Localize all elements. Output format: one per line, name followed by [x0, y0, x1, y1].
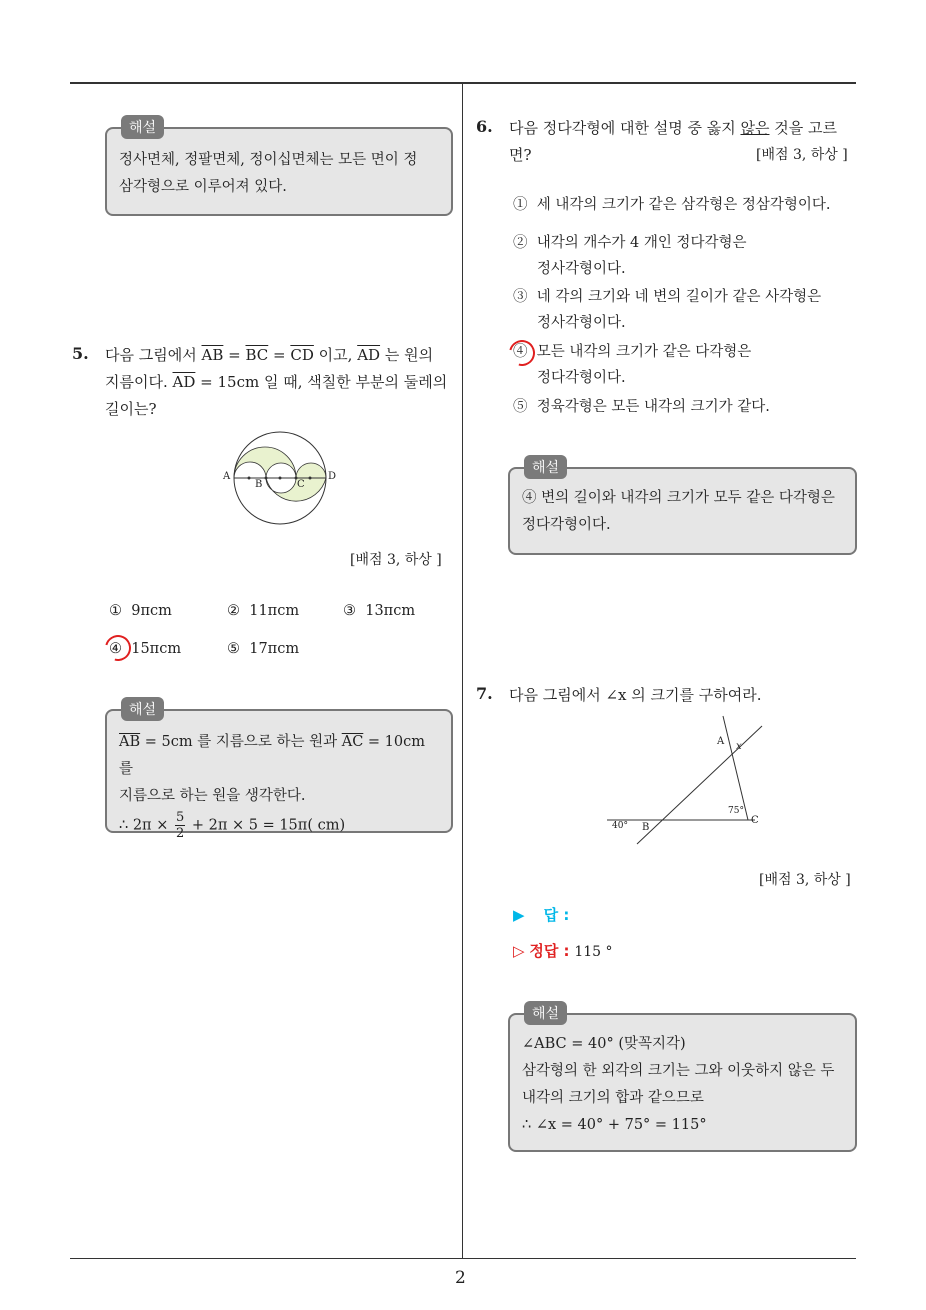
q5-label-a: A — [223, 471, 231, 482]
q7-label-40: 40° — [612, 821, 628, 831]
q6-choice-2[interactable]: ② 내각의 개수가 4 개인 정다각형은 정사각형이다. — [513, 235, 747, 277]
q7-transversal-line — [637, 726, 762, 844]
q7-label-a: A — [717, 736, 725, 747]
column-divider — [462, 83, 463, 1258]
q7-side-line — [723, 716, 748, 820]
q7-label-b: B — [642, 822, 650, 833]
correct-arrow-icon: ▷ — [513, 942, 525, 960]
q7-explanation-text: ∠ABC = 40° (맞꼭지각) 삼각형의 한 외각의 크기는 그와 이웃하지 않은 두 내각의 크기의 합과 같으므로 ∴ ∠x = 40° + 75° = 115° — [522, 1036, 835, 1133]
q6-explanation-text: ④ 변의 길이와 내각의 크기가 모두 같은 다각형은 정다각형이다. — [522, 490, 835, 533]
q7-label-x: x — [736, 741, 742, 752]
q5-choice-5[interactable]: ⑤ 17πcm — [227, 641, 300, 657]
q5-choice-4[interactable]: ④ 15πcm — [109, 641, 182, 657]
explanation-tag: 해설 — [524, 455, 567, 479]
q5-shade-lower — [266, 463, 326, 501]
q7-correct-row — [513, 940, 612, 961]
q7-answer-row — [513, 904, 569, 925]
q6-choice-4[interactable]: ④ 모든 내각의 크기가 같은 다각형은 정다각형이다. — [513, 344, 752, 386]
correct-label: 정답 : — [529, 942, 570, 960]
q5-explanation-box — [105, 702, 453, 841]
question-5-number: 5. — [72, 344, 89, 363]
q7-label-c: C — [751, 815, 759, 826]
question-7-number: 7. — [476, 684, 493, 703]
q5-label-b: B — [255, 479, 263, 490]
q5-point-b — [265, 477, 268, 480]
q6-choice-5[interactable]: ⑤ 정육각형은 모든 내각의 크기가 같다. — [513, 399, 770, 415]
q7-score: [배점 3, 하상 ] — [759, 872, 851, 888]
q6-choice-1[interactable]: ① 세 내각의 크기가 같은 삼각형은 정삼각형이다. — [513, 197, 831, 213]
explanation-box-prev — [105, 120, 453, 216]
q5-score: [배점 3, 하상 ] — [350, 552, 442, 568]
q5-label-c: C — [297, 479, 305, 490]
bottom-rule — [70, 1258, 856, 1259]
explanation-tag: 해설 — [121, 697, 164, 721]
explanation-text: 정사면체, 정팔면체, 정이십면체는 모든 면이 정 삼각형으로 이루어져 있다. — [119, 152, 418, 195]
question-6-text: 다음 정다각형에 대한 설명 중 옳지 않은 것을 고르면? — [509, 119, 837, 164]
explanation-tag: 해설 — [121, 115, 164, 139]
q5-label-d: D — [328, 471, 337, 482]
fraction: $\frac{5}{2}$ — [175, 810, 185, 841]
q5-explanation-text: $\overline{AB} = 5cm$ 를 지름으로 하는 원과 $\overline{AC} = 10cm$ 를 지름으로 하는 원을 생각한다. ∴ 2π × $\frac{5}{2}$ + 2π × 5 = 15π( cm) — [119, 734, 425, 841]
q6-choice-3[interactable]: ③ 네 각의 크기와 네 변의 길이가 같은 사각형은 정사각형이다. — [513, 289, 822, 331]
q6-score: [배점 3, 하상 ] — [756, 147, 848, 163]
q7-label-75: 75° — [728, 806, 744, 816]
page-number: 2 — [455, 1268, 466, 1288]
q5-point-mid — [279, 477, 282, 480]
q5-point-a — [248, 477, 251, 480]
answer-arrow-icon: ▶ — [513, 906, 525, 924]
q5-choice-1[interactable]: ① 9πcm — [109, 603, 172, 619]
question-5-text: 다음 그림에서 $\overline{AB} = \overline{BC} = \overline{CD}$ 이고, $\overline{AD}$ 는 원의 지름이다. $\overline{AD} = 15cm$ 일 때, 색칠한 부분의 둘레의 길이는? — [105, 346, 448, 418]
q7-explanation-box — [508, 1006, 857, 1152]
q5-choice-3[interactable]: ③ 13πcm — [343, 603, 416, 619]
q5-figure — [220, 430, 340, 525]
q7-figure — [605, 712, 770, 847]
answer-label: 답 : — [543, 906, 570, 924]
question-6-number: 6. — [476, 117, 493, 136]
q5-choice-2[interactable]: ② 11πcm — [227, 603, 300, 619]
correct-value: 115 ° — [574, 944, 613, 960]
q5-shade-upper — [234, 447, 296, 478]
top-rule — [70, 82, 856, 84]
question-7-text: 다음 그림에서 ∠x 의 크기를 구하여라. — [509, 686, 762, 704]
q6-explanation-box — [508, 460, 857, 555]
q5-point-d — [309, 477, 312, 480]
explanation-tag: 해설 — [524, 1001, 567, 1025]
